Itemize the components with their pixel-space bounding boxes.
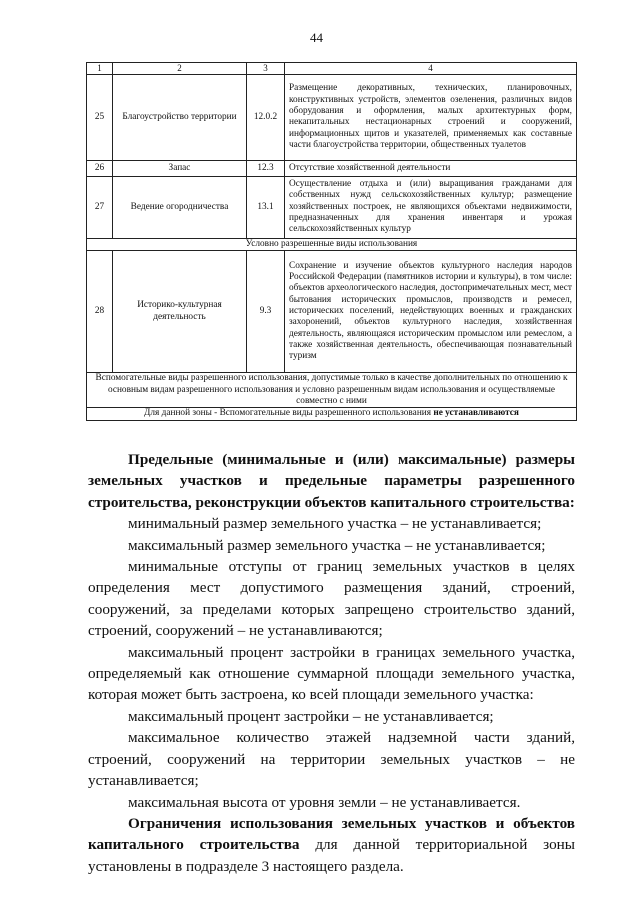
section-row	[87, 408, 577, 420]
paragraph-min-setbacks: минимальные отступы от границ земельных участков в целях определения мест допустимого размещения зданий, строений, сооружений, за пределами которых запрещено строительство зданий, строений, сооружений – не устанавливаются;	[88, 558, 575, 640]
row-number: 25	[87, 74, 113, 160]
land-use-table	[86, 62, 577, 421]
paragraph-max-coverage: максимальный процент застройки – не устанавливается;	[128, 707, 494, 725]
auxiliary-uses-note	[87, 408, 577, 420]
use-name: Запас	[113, 160, 247, 176]
paragraph-restrictions	[88, 813, 575, 877]
paragraph-max-plot-size: максимальный размер земельного участка – не устанавливается;	[128, 536, 546, 554]
parameters-section	[88, 449, 575, 877]
table-header-cell: 4	[285, 63, 577, 75]
use-description: Отсутствие хозяйственной деятельности	[285, 160, 577, 176]
section-row	[87, 373, 577, 408]
table-header-cell: 3	[247, 63, 285, 75]
section-row	[87, 238, 577, 250]
paragraph-max-floors: максимальное количество этажей надземной части зданий, строений, сооружений на территории земельных участков – не устанавливается;	[88, 729, 575, 790]
table-header-row	[87, 63, 577, 75]
row-number: 27	[87, 176, 113, 238]
use-code: 12.0.2	[247, 74, 285, 160]
table-row	[87, 74, 577, 160]
auxiliary-uses-title: Вспомогательные виды разрешенного использования, допустимые только в качестве дополнительных по отношению к основным видам разрешенного использования и условно разрешенным видам использования и осуществляемые совместно с ними	[87, 373, 577, 408]
use-name: Ведение огородничества	[113, 176, 247, 238]
paragraph-building-coverage: максимальный процент застройки в границах земельного участка, определяемый как отношение суммарной площади земельного участка, которая может быть застроена, ко всей площади земельного участка:	[88, 643, 575, 704]
auxiliary-note-bold: не устанавливаются	[433, 408, 519, 419]
table-header-cell: 1	[87, 63, 113, 75]
auxiliary-note-prefix: Для данной зоны - Вспомогательные виды разрешенного использования	[144, 408, 434, 419]
table-header-cell: 2	[113, 63, 247, 75]
row-number: 26	[87, 160, 113, 176]
parameters-heading: Предельные (минимальные и (или) максимальные) размеры земельных участков и предельные параметры разрешенного строительства, реконструкции объектов капитального строительства:	[88, 451, 575, 511]
use-description: Размещение декоративных, технических, планировочных, конструктивных устройств, элементов озеленения, различных видов оборудования и оформления, малых архитектурных форм, некапитальных нестационарных строений и сооружений, информационных щитов и указателей, применяемых как составные части благоустройства территории, общественных туалетов	[285, 74, 577, 160]
page-number: 44	[310, 30, 323, 45]
use-code: 12.3	[247, 160, 285, 176]
use-name: Благоустройство территории	[113, 74, 247, 160]
table-row	[87, 176, 577, 238]
row-number: 28	[87, 251, 113, 373]
paragraph-min-plot-size: минимальный размер земельного участка – не устанавливается;	[128, 515, 542, 533]
use-name: Историко-культурная деятельность	[113, 251, 247, 373]
restrictions-bold: Ограничения использования земельных участков и объектов капитального строительства	[88, 814, 575, 854]
table-row	[87, 160, 577, 176]
restrictions-rest: для данной территориальной зоны установлены в подразделе 3 настоящего раздела.	[88, 836, 575, 875]
use-code: 13.1	[247, 176, 285, 238]
conditional-uses-title: Условно разрешенные виды использования	[87, 238, 577, 250]
table-row	[87, 251, 577, 373]
use-description: Осуществление отдыха и (или) выращивания гражданами для собственных нужд сельскохозяйственных культур; размещение хозяйственных построек, не являющихся объектами недвижимости, предназначенных для хранения инвентаря и урожая сельскохозяйственных культур	[285, 176, 577, 238]
use-description: Сохранение и изучение объектов культурного наследия народов Российской Федерации (памятников истории и культуры), в том числе: объектов археологического наследия, достопримечательных мест, мест бытования исторических промыслов, производств и ремесел, исторических поселений, недействующих военных и гражданских захоронений, объектов культурного наследия, хозяйственная деятельность, являющаяся историческим промыслом или ремеслом, а также хозяйственная деятельность, обеспечивающая познавательный туризм	[285, 251, 577, 373]
paragraph-max-height: максимальная высота от уровня земли – не устанавливается.	[128, 793, 521, 811]
use-code: 9.3	[247, 251, 285, 373]
